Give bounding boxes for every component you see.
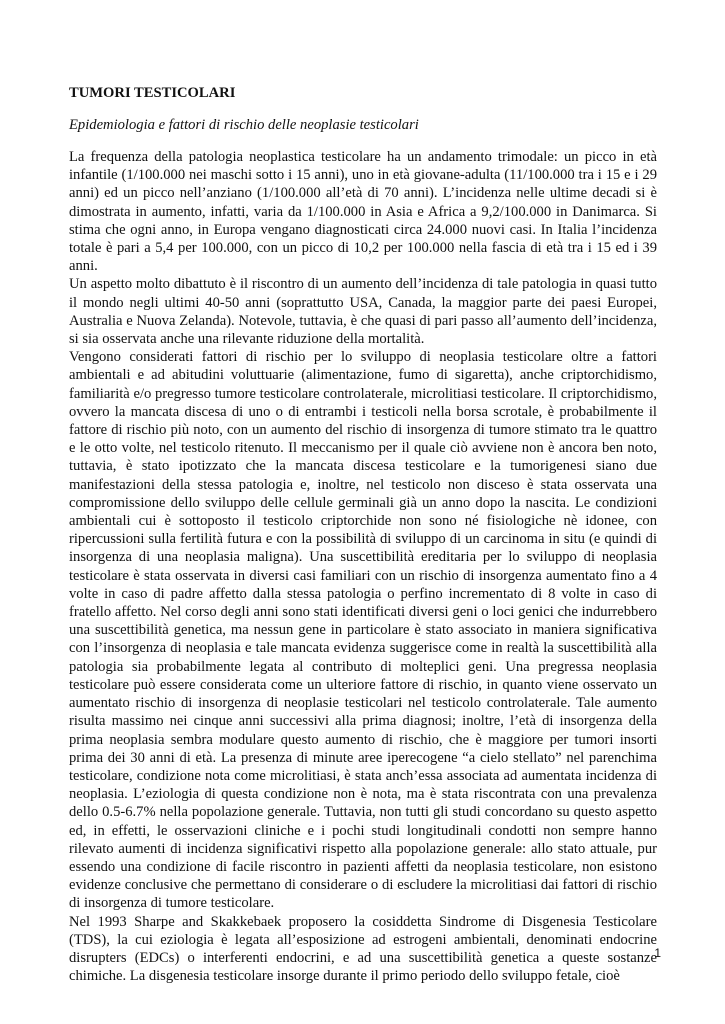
- paragraph-trend: Un aspetto molto dibattuto è il riscontro di un aumento dell’incidenza di tale patologia in quasi tutto il mondo negli ultimi 40-50 anni (soprattutto USA, Canada, la maggior parte dei paesi Europei, Australia e Nuova Zelanda). Notevole, tuttavia, è che quasi di pari passo all’aumento dell’incidenza, si sia osservata anche una rilevante riduzione della mortalità.: [69, 276, 657, 348]
- page-number: 1: [654, 946, 661, 960]
- section-subtitle: Epidemiologia e fattori di rischio delle neoplasie testicolari: [69, 117, 419, 133]
- paragraph-risk-factors: Vengono considerati fattori di rischio per lo sviluppo di neoplasia testicolare oltre a fattori ambientali e ad abitudini voluttuarie (alimentazione, fumo di sigaretta), anche criptorchidismo, familiarità e/o pregresso tumore testicolare controlaterale, microlitiasi testicolare. Il criptorchidismo, ovvero la mancata discesa di uno o di entrambi i testicoli nella borsa scrotale, è probabilmente il fattore di rischio più noto, con un aumento del rischio di insorgenza di tumore stimato tra le quattro e le otto volte, nel testicolo ritenuto. Il meccanismo per il quale ciò avviene non è ancora ben noto, tuttavia, è stato ipotizzato che la mancata discesa testicolare e la tumorigenesi siano due manifestazioni della stessa patologia e, inoltre, nel testicolo non disceso è stata osservata una compromissione dello sviluppo delle cellule germinali già un anno dopo la nascita. Le condizioni ambientali cui è sottoposto il testicolo criptorchide non sono né fisiologiche nè idonee, con ripercussioni sulla fertilità futura e con la possibilità di sviluppo di un carcinoma in situ (e quindi di insorgenza di una neoplasia maligna). Una suscettibilità ereditaria per lo sviluppo di neoplasia testicolare è stata osservata in diversi casi familiari con un rischio di insorgenza aumentato fino a 4 volte in caso di padre affetto dalla stessa patologia o perfino incrementato di 8 volte in caso di fratello affetto. Nel corso degli anni sono stati identificati diversi geni o loci genici che indurrebbero una suscettibilità genetica, ma nessun gene in particolare è stato associato in maniera significativa con l’insorgenza di neoplasia e tale mancata evidenza suggerisce come in realtà la suscettibilità alla patologia sia probabilmente legata al contributo di molteplici geni. Una pregressa neoplasia testicolare può essere considerata come un ulteriore fattore di rischio, in quanto viene osservato un aumentato rischio di insorgenza di neoplasie testicolari nel testicolo controlaterale. Tale aumento risulta massimo nei cinque anni successivi alla prima diagnosi; inoltre, l’età di insorgenza della prima neoplasia sembra modulare questo aumento di rischio, che è maggiore per tumori insorti prima dei 30 anni di età. La presenza di minute aree iperecogene “a cielo stellato” nel parenchima testicolare, condizione nota come microlitiasi, è stata anch’essa associata ad aumentata incidenza di neoplasia. L’eziologia di questa condizione non è nota, ma è stata riscontrata con una prevalenza dello 0.5-6.7% nella popolazione generale. Tuttavia, non tutti gli studi concordano su questo aspetto ed, in effetti, le osservazioni cliniche e i pochi studi longitudinali condotti non sempre hanno rilevato aumenti di incidenza significativi rispetto alla popolazione generale: allo stato attuale, pur essendo una condizione di facile riscontro in pazienti affetti da neoplasia testicolare, non esistono evidenze conclusive che permettano di considerare o di escludere la microlitiasi dai fattori di rischio di insorgenza di tumore testicolare.: [69, 349, 657, 912]
- page-content: [69, 84, 657, 985]
- paragraph-tds: Nel 1993 Sharpe and Skakkebaek proposero la cosiddetta Sindrome di Disgenesia Testicolare (TDS), la cui eziologia è legata all’esposizione ad estrogeni ambientali, denominati endocrine disrupters (EDCs) o interferenti endocrini, e ad una suscettibilità genetica a queste sostanze chimiche. La disgenesia testicolare insorge durante il primo periodo dello sviluppo fetale, cioè: [69, 913, 657, 985]
- document-title: TUMORI TESTICOLARI: [69, 85, 236, 101]
- paragraph-incidence: La frequenza della patologia neoplastica testicolare ha un andamento trimodale: un picco in età infantile (1/100.000 nei maschi sotto i 15 anni), uno in età giovane-adulta (11/100.000 tra i 15 e i 29 anni) ed un picco nell’anziano (1/100.000 all’età di 70 anni). L’incidenza nelle ultime decadi si è dimostrata in aumento, infatti, varia da 1/100.000 in Asia e Africa a 9,2/100.000 in Danimarca. Si stima che ogni anno, in Europa vengano diagnosticati circa 24.000 nuovi casi. In Italia l’incidenza totale è pari a 5,4 per 100.000, con un picco di 10,2 per 100.000 nella fascia di età tra i 15 ed i 39 anni.: [69, 149, 657, 275]
